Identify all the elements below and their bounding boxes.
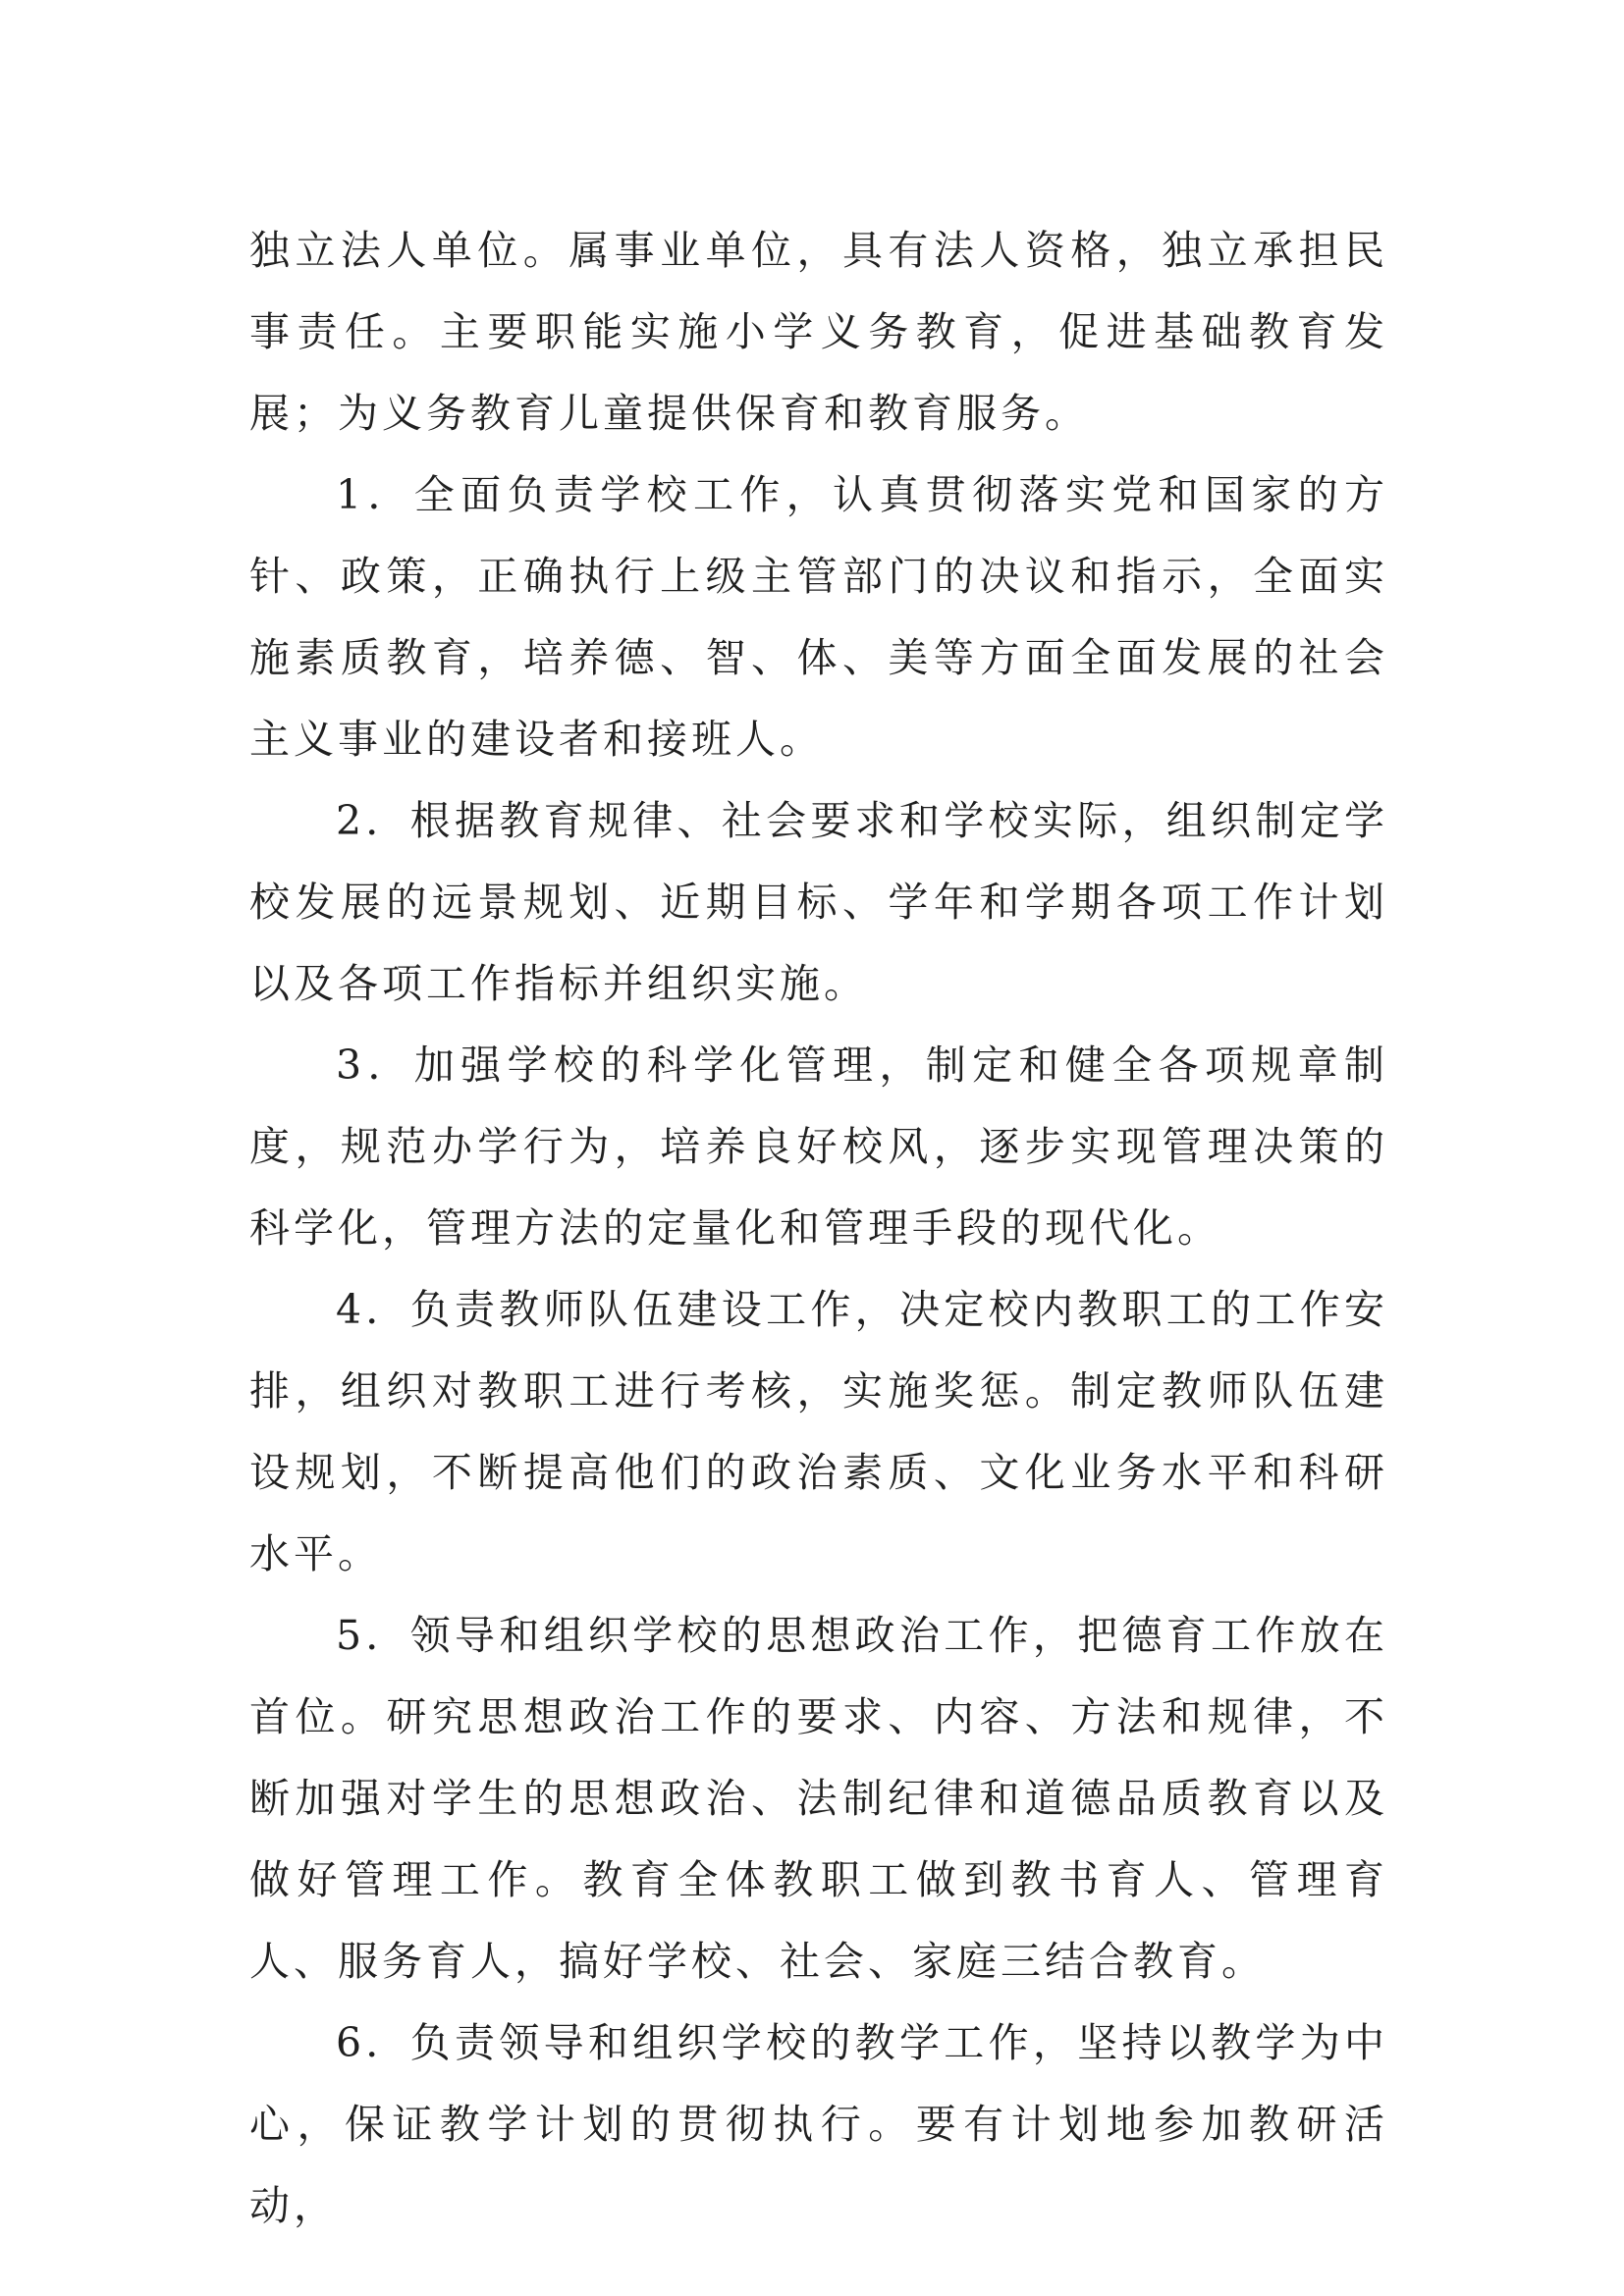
paragraph-intro: 独立法人单位。属事业单位，具有法人资格，独立承担民事责任。主要职能实施小学义务教育，促进基础教育发展；为义务教育儿童提供保育和教育服务。 — [249, 227, 1388, 437]
document-body — [249, 210, 1388, 2247]
paragraph-item-1: 1．全面负责学校工作，认真贯彻落实党和国家的方针、政策，正确执行上级主管部门的决议和指示，全面实施素质教育，培养德、智、体、美等方面全面发展的社会主义事业的建设者和接班人。 — [249, 471, 1388, 763]
paragraph-item-6: 6．负责领导和组织学校的教学工作，坚持以教学为中心，保证教学计划的贯彻执行。要有计划地参加教研活动， — [249, 2019, 1388, 2229]
paragraph-item-2: 2．根据教育规律、社会要求和学校实际，组织制定学校发展的远景规划、近期目标、学年和学期各项工作计划以及各项工作指标并组织实施。 — [249, 797, 1388, 1007]
paragraph-item-4: 4．负责教师队伍建设工作，决定校内教职工的工作安排，组织对教职工进行考核，实施奖惩。制定教师队伍建设规划，不断提高他们的政治素质、文化业务水平和科研水平。 — [249, 1286, 1388, 1577]
paragraph-item-5: 5．领导和组织学校的思想政治工作，把德育工作放在首位。研究思想政治工作的要求、内容、方法和规律，不断加强对学生的思想政治、法制纪律和道德品质教育以及做好管理工作。教育全体教职工做到教书育人、管理育人、服务育人，搞好学校、社会、家庭三结合教育。 — [249, 1612, 1388, 1985]
paragraph-item-3: 3．加强学校的科学化管理，制定和健全各项规章制度，规范办学行为，培养良好校风，逐步实现管理决策的科学化，管理方法的定量化和管理手段的现代化。 — [249, 1041, 1388, 1252]
